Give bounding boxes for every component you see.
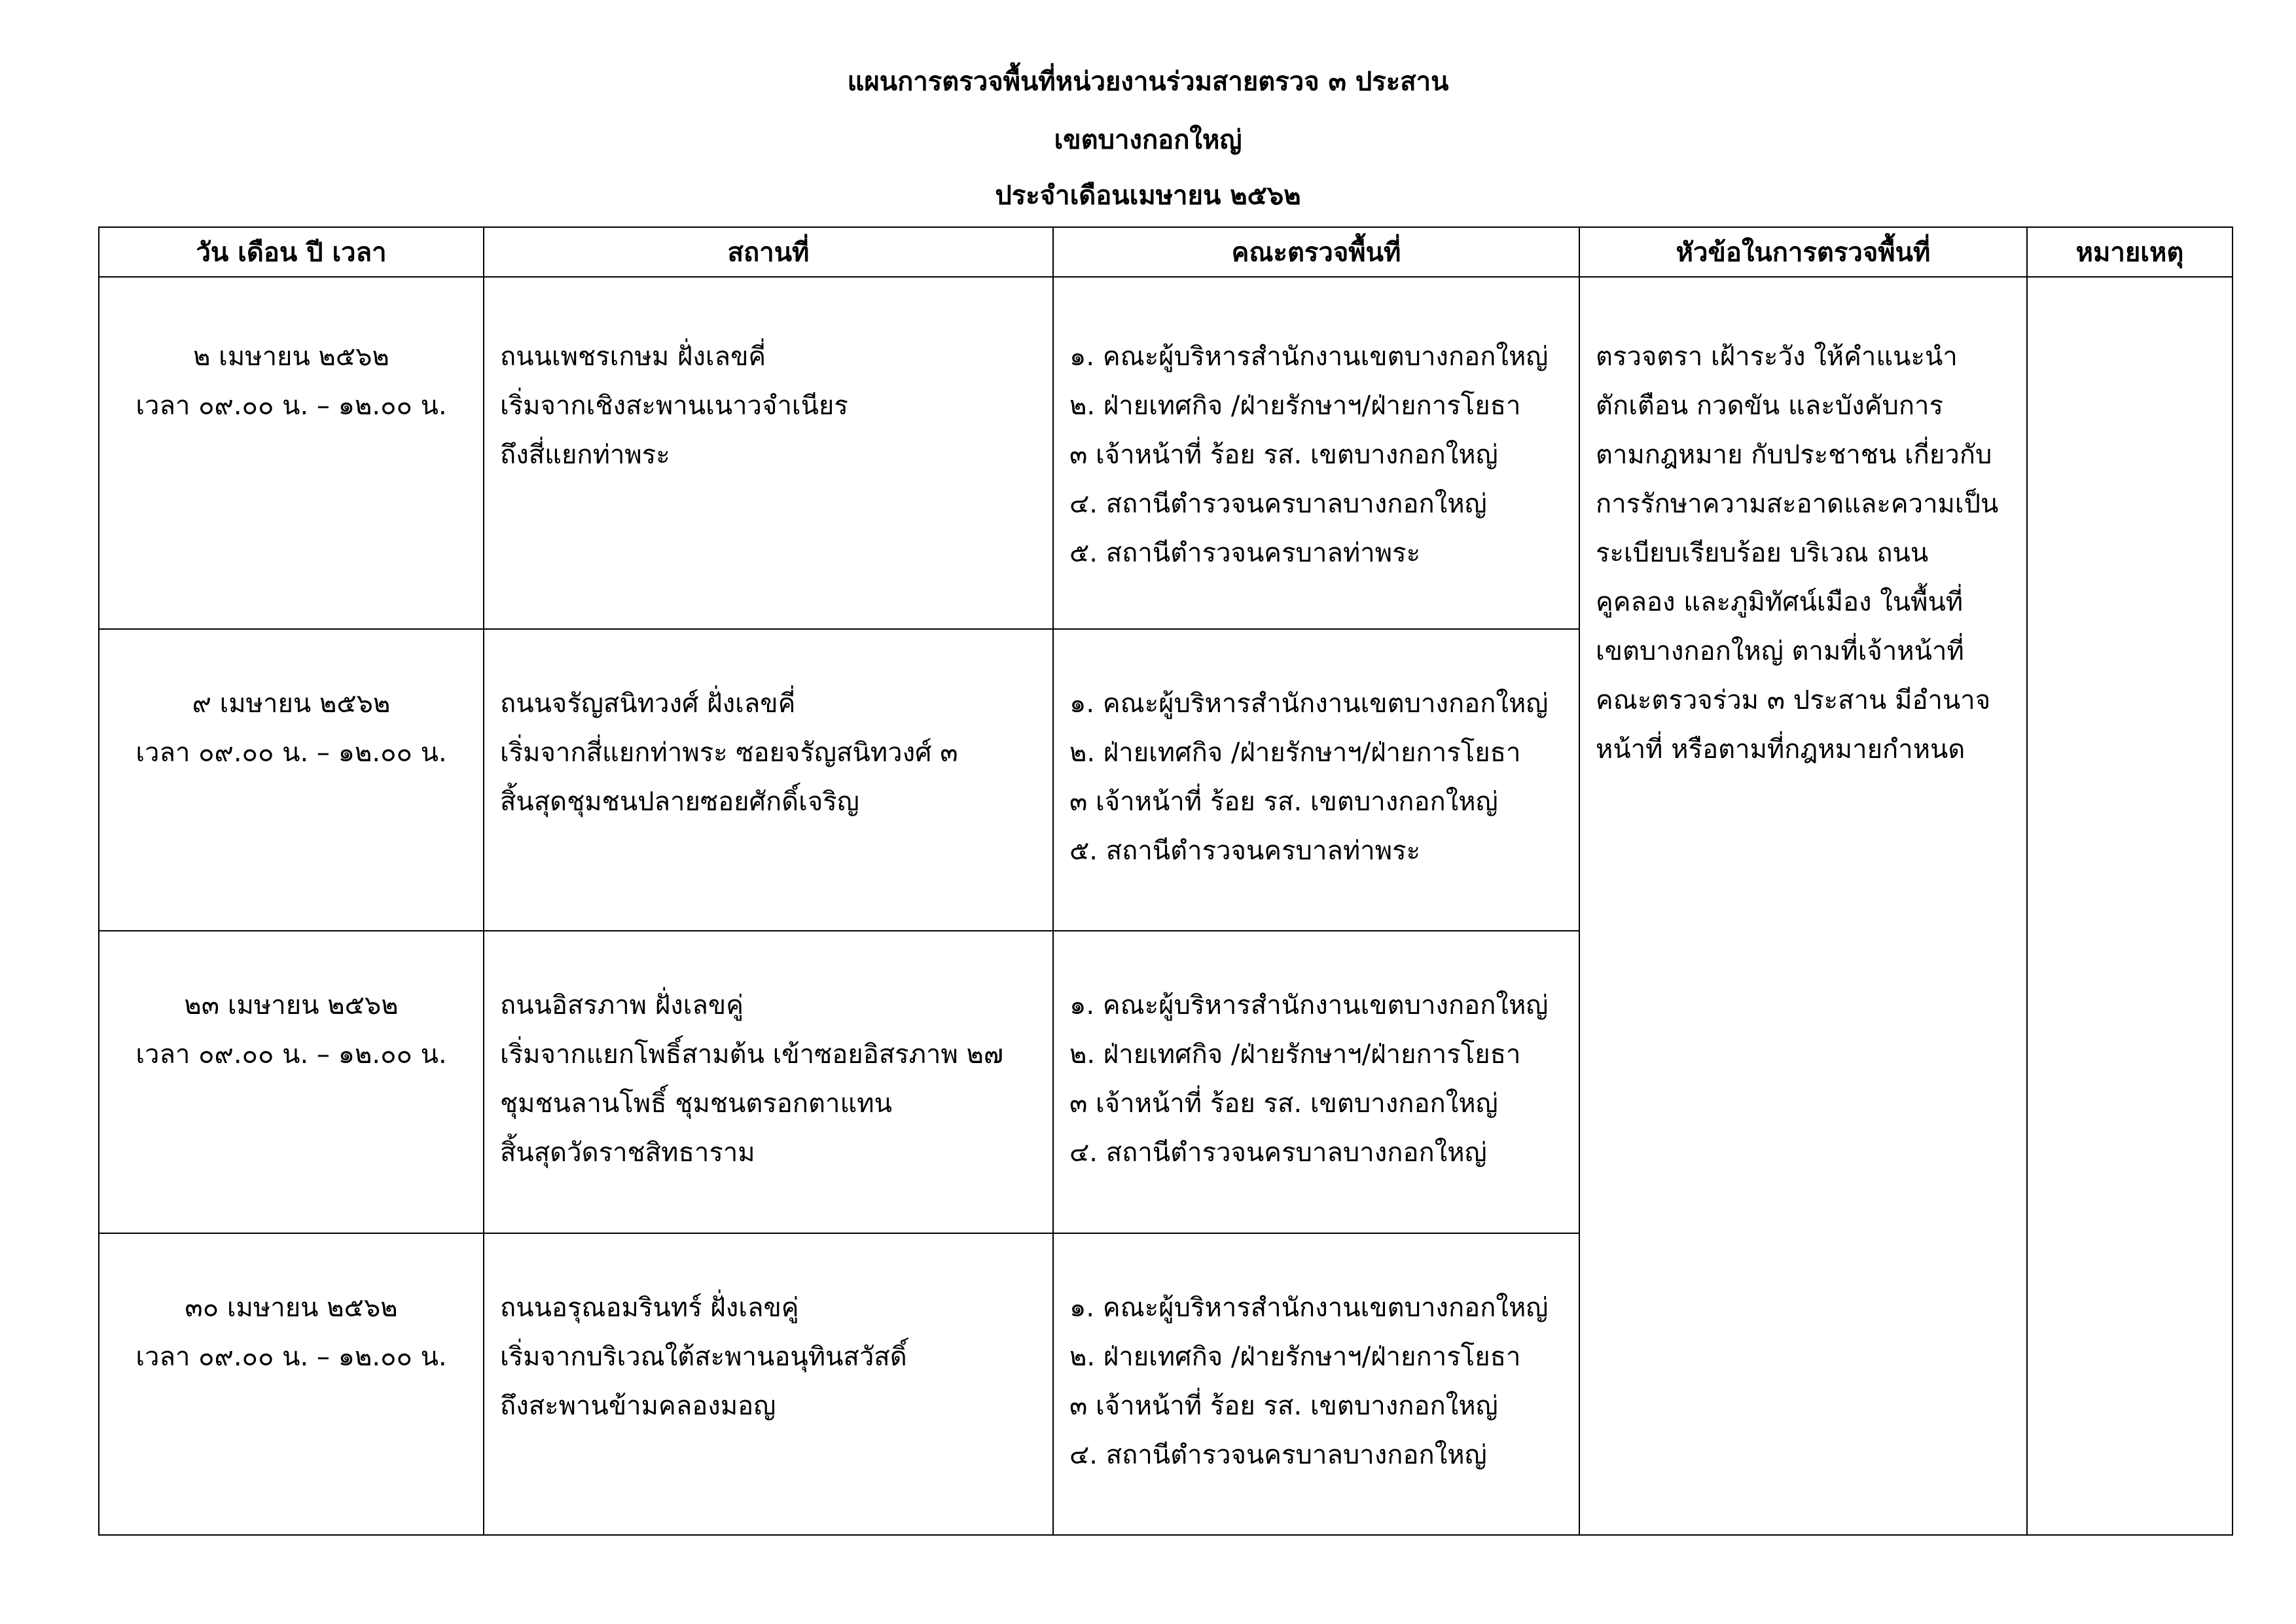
month-title: ประจำเดือนเมษายน ๒๕๖๒ xyxy=(995,181,1301,211)
topic-line: คูคลอง และภูมิทัศน์เมือง ในพื้นที่ xyxy=(1596,587,1964,617)
place-cell xyxy=(484,277,1053,629)
team-line: ๑. คณะผู้บริหารสำนักงานเขตบางกอกใหญ่ xyxy=(1069,689,1549,719)
inspection-plan-table xyxy=(98,226,2233,1536)
place-cell xyxy=(484,931,1053,1233)
table-header-row xyxy=(99,227,2233,277)
document-title: แผนการตรวจพื้นที่หน่วยงานร่วมสายตรวจ ๓ ประสาน xyxy=(847,67,1449,97)
time-text: เวลา ๐๙.๐๐ น. – ๑๒.๐๐ น. xyxy=(135,1341,447,1372)
date-text: ๙ เมษายน ๒๕๖๒ xyxy=(192,689,391,719)
place-line: เริ่มจากสี่แยกท่าพระ ซอยจรัญสนิทวงศ์ ๓ xyxy=(500,738,958,768)
date-text: ๓๐ เมษายน ๒๕๖๒ xyxy=(185,1292,398,1323)
team-line: ๔. สถานีตำรวจนครบาลบางกอกใหญ่ xyxy=(1069,1439,1487,1470)
district-title: เขตบางกอกใหญ่ xyxy=(1054,125,1242,155)
team-line: ๑. คณะผู้บริหารสำนักงานเขตบางกอกใหญ่ xyxy=(1069,342,1549,372)
place-line: สิ้นสุดชุมชนปลายซอยศักดิ์เจริญ xyxy=(500,787,859,818)
place-line: ถนนอรุณอมรินทร์ ฝั่งเลขคู่ xyxy=(500,1292,799,1323)
date-cell xyxy=(99,1233,484,1535)
place-line: ถึงสี่แยกท่าพระ xyxy=(500,440,670,470)
place-line: เริ่มจากเชิงสะพานเนาวจำเนียร xyxy=(500,391,848,421)
team-cell xyxy=(1053,277,1579,629)
table-row xyxy=(99,277,2233,629)
topic-line: การรักษาความสะอาดและความเป็น xyxy=(1596,489,1999,519)
team-line: ๓ เจ้าหน้าที่ ร้อย รส. เขตบางกอกใหญ่ xyxy=(1069,1390,1498,1421)
team-line: ๒. ฝ่ายเทศกิจ /ฝ่ายรักษาฯ/ฝ่ายการโยธา xyxy=(1069,738,1521,768)
team-line: ๕. สถานีตำรวจนครบาลท่าพระ xyxy=(1069,538,1421,568)
place-cell xyxy=(484,629,1053,931)
team-line: ๒. ฝ่ายเทศกิจ /ฝ่ายรักษาฯ/ฝ่ายการโยธา xyxy=(1069,391,1521,421)
place-line: ถึงสะพานข้ามคลองมอญ xyxy=(500,1390,776,1421)
place-cell xyxy=(484,1233,1053,1535)
team-line: ๑. คณะผู้บริหารสำนักงานเขตบางกอกใหญ่ xyxy=(1069,990,1549,1021)
topic-line: ตามกฎหมาย กับประชาชน เกี่ยวกับ xyxy=(1596,440,1992,470)
team-line: ๓ เจ้าหน้าที่ ร้อย รส. เขตบางกอกใหญ่ xyxy=(1069,440,1498,470)
topic-line: ระเบียบเรียบร้อย บริเวณ ถนน xyxy=(1596,538,1929,568)
team-cell xyxy=(1053,931,1579,1233)
remarks-cell xyxy=(2027,277,2233,1535)
topic-line: เขตบางกอกใหญ่ ตามที่เจ้าหน้าที่ xyxy=(1596,636,1964,666)
topic-line: หน้าที่ หรือตามที่กฎหมายกำหนด xyxy=(1596,734,1965,765)
topic-line: ตรวจตรา เฝ้าระวัง ให้คำแนะนำ xyxy=(1596,342,1958,372)
column-header-place: สถานที่ xyxy=(484,227,1053,277)
team-line: ๕. สถานีตำรวจนครบาลท่าพระ xyxy=(1069,836,1421,867)
place-line: ถนนเพชรเกษม ฝั่งเลขคี่ xyxy=(500,342,766,372)
team-cell xyxy=(1053,1233,1579,1535)
team-line: ๒. ฝ่ายเทศกิจ /ฝ่ายรักษาฯ/ฝ่ายการโยธา xyxy=(1069,1039,1521,1070)
team-line: ๔. สถานีตำรวจนครบาลบางกอกใหญ่ xyxy=(1069,489,1487,519)
team-line: ๔. สถานีตำรวจนครบาลบางกอกใหญ่ xyxy=(1069,1138,1487,1168)
team-line: ๓ เจ้าหน้าที่ ร้อย รส. เขตบางกอกใหญ่ xyxy=(1069,787,1498,818)
column-header-topic: หัวข้อในการตรวจพื้นที่ xyxy=(1579,227,2027,277)
date-text: ๒ เมษายน ๒๕๖๒ xyxy=(193,342,389,372)
date-cell xyxy=(99,931,484,1233)
time-text: เวลา ๐๙.๐๐ น. – ๑๒.๐๐ น. xyxy=(135,1039,447,1070)
place-line: ชุมชนลานโพธิ์ ชุมชนตรอกตาแทน xyxy=(500,1089,892,1119)
place-line: ถนนอิสรภาพ ฝั่งเลขคู่ xyxy=(500,990,744,1021)
date-cell xyxy=(99,277,484,629)
place-line: เริ่มจากบริเวณใต้สะพานอนุทินสวัสดิ์ xyxy=(500,1341,907,1372)
team-line: ๒. ฝ่ายเทศกิจ /ฝ่ายรักษาฯ/ฝ่ายการโยธา xyxy=(1069,1341,1521,1372)
place-line: ถนนจรัญสนิทวงศ์ ฝั่งเลขคี่ xyxy=(500,689,796,719)
team-cell xyxy=(1053,629,1579,931)
time-text: เวลา ๐๙.๐๐ น. – ๑๒.๐๐ น. xyxy=(135,391,447,421)
column-header-date: วัน เดือน ปี เวลา xyxy=(99,227,484,277)
place-line: สิ้นสุดวัดราชสิทธาราม xyxy=(500,1138,755,1168)
team-line: ๑. คณะผู้บริหารสำนักงานเขตบางกอกใหญ่ xyxy=(1069,1292,1549,1323)
column-header-team: คณะตรวจพื้นที่ xyxy=(1053,227,1579,277)
team-line: ๓ เจ้าหน้าที่ ร้อย รส. เขตบางกอกใหญ่ xyxy=(1069,1089,1498,1119)
topic-line: คณะตรวจร่วม ๓ ประสาน มีอำนาจ xyxy=(1596,685,1991,715)
place-line: เริ่มจากแยกโพธิ์สามต้น เข้าซอยอิสรภาพ ๒๗ xyxy=(500,1039,1003,1070)
time-text: เวลา ๐๙.๐๐ น. – ๑๒.๐๐ น. xyxy=(135,738,447,768)
topic-line: ตักเตือน กวดขัน และบังคับการ xyxy=(1596,391,1943,421)
date-cell xyxy=(99,629,484,931)
topic-cell xyxy=(1579,277,2027,1535)
column-header-remarks: หมายเหตุ xyxy=(2027,227,2233,277)
date-text: ๒๓ เมษายน ๒๕๖๒ xyxy=(184,990,399,1021)
